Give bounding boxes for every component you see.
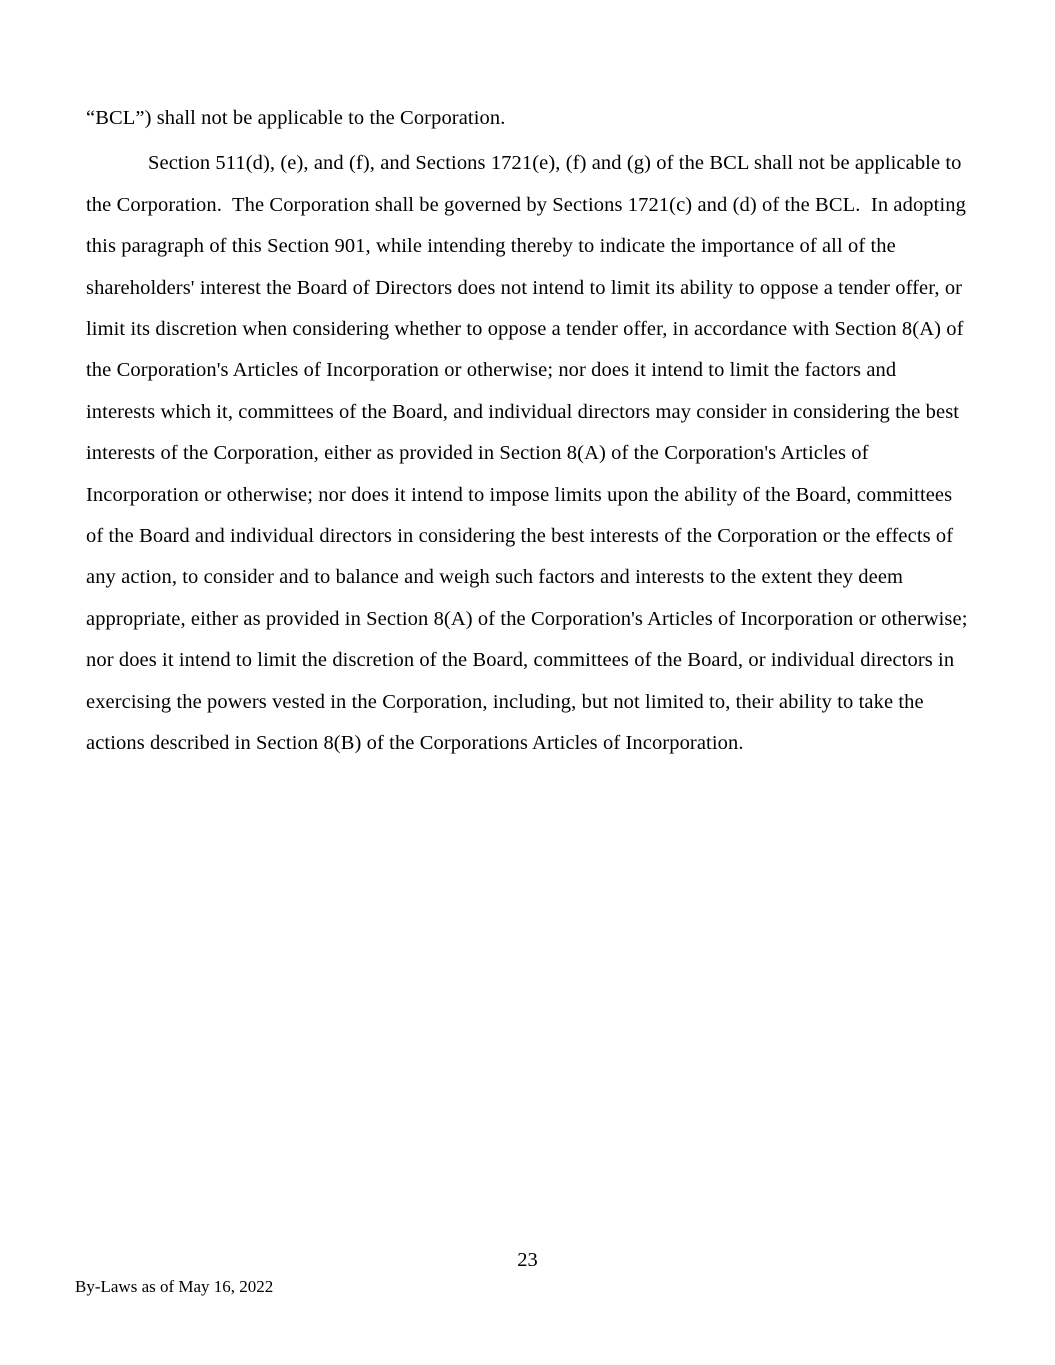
text-line: Section 511(d), (e), and (f), and Sections 1721(e), (f) and (g) of the BCL shall not be applicable to (148, 152, 962, 175)
text-line: nor does it intend to limit the discretion of the Board, committees of the Board, or individual directors in (86, 649, 955, 672)
text-line: any action, to consider and to balance and weigh such factors and interests to the extent they deem (86, 566, 904, 589)
paragraph-section-901 (86, 143, 986, 764)
body-text (86, 98, 986, 765)
footer-note: By-Laws as of May 16, 2022 (75, 1277, 274, 1296)
paragraph-continuation (86, 98, 986, 139)
text-line: actions described in Section 8(B) of the Corporations Articles of Incorporation. (86, 732, 744, 755)
text-line: of the Board and individual directors in considering the best interests of the Corporation or the effects of (86, 525, 954, 548)
text-line: interests of the Corporation, either as provided in Section 8(A) of the Corporation's Articles of (86, 442, 869, 465)
text-line: the Corporation. The Corporation shall be governed by Sections 1721(c) and (d) of the BCL. In adopting (86, 193, 966, 216)
text-line: “BCL”) shall not be applicable to the Corporation. (86, 107, 506, 129)
text-line: exercising the powers vested in the Corporation, including, but not limited to, their ability to take the (86, 690, 924, 713)
text-line: interests which it, committees of the Board, and individual directors may consider in considering the best (86, 400, 960, 423)
text-line: Incorporation or otherwise; nor does it intend to impose limits upon the ability of the Board, committees (86, 483, 953, 506)
text-line: shareholders' interest the Board of Directors does not intend to limit its ability to oppose a tender offer, or (86, 276, 963, 299)
page-number: 23 (517, 1249, 538, 1271)
text-line: limit its discretion when considering whether to oppose a tender offer, in accordance with Section 8(A) of (86, 318, 964, 341)
text-line: the Corporation's Articles of Incorporation or otherwise; nor does it intend to limit the factors and (86, 359, 897, 382)
text-line: appropriate, either as provided in Section 8(A) of the Corporation's Articles of Incorporation or otherwise; (86, 607, 968, 630)
text-line: this paragraph of this Section 901, while intending thereby to indicate the importance of all of the (86, 235, 896, 258)
